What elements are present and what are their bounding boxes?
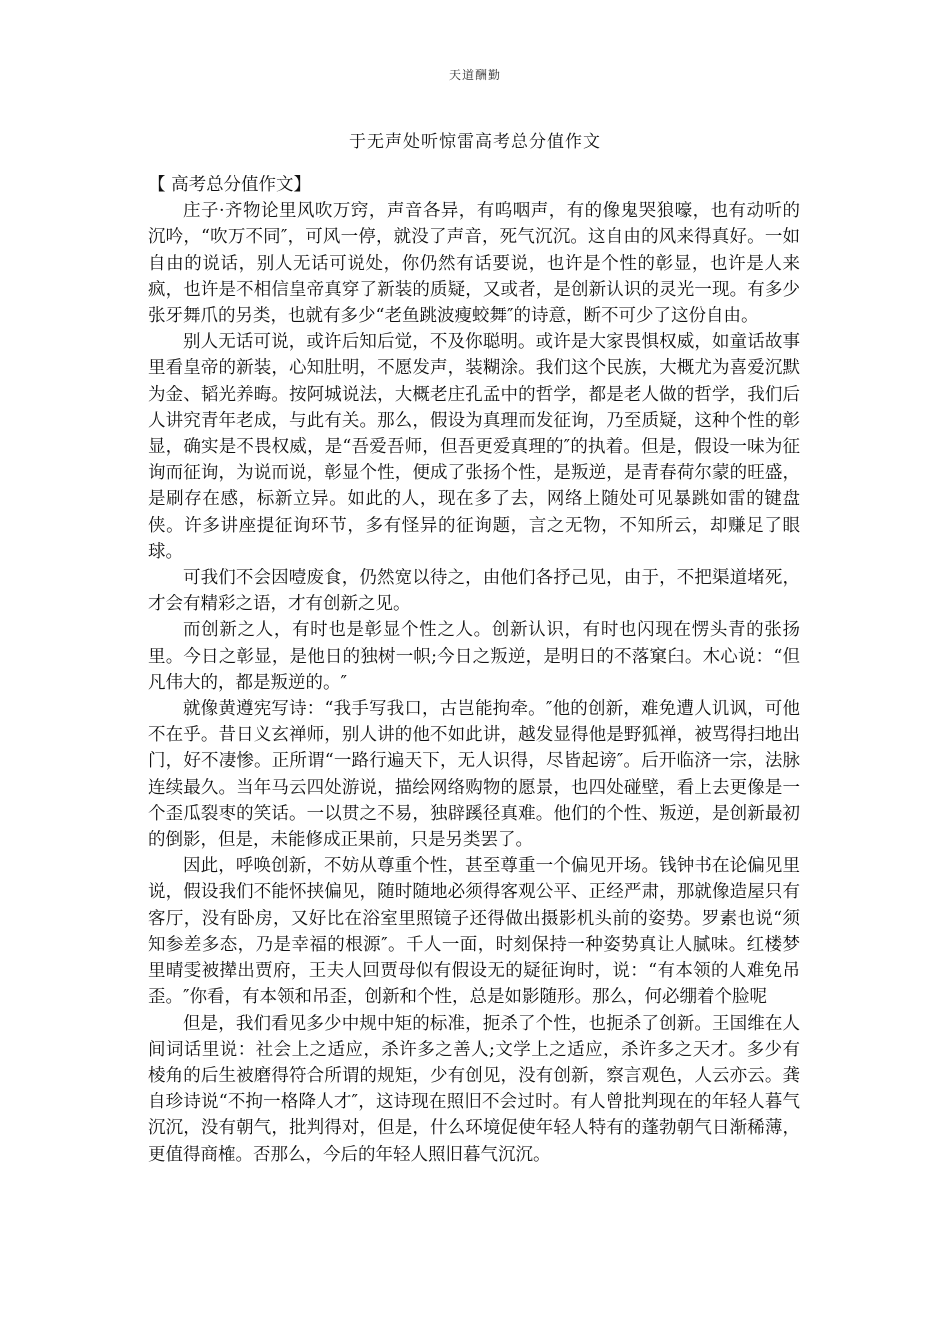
document-body xyxy=(148,172,800,1168)
paragraph-1: 庄子·齐物论里风吹万窍，声音各异，有呜咽声，有的像鬼哭狼嚎，也有动听的沉吟，“吹万不同″，可风一停，就没了声音，死气沉沉。这自由的风来得真好。一如自由的说话，别人无话可说处，你仍然有话要说，也许是个性的彰显，也许是人来疯，也许是不相信皇帝真穿了新装的质疑，又或者，是创新认识的灵光一现。有多少张牙舞爪的另类，也就有多少“老鱼跳波瘦蛟舞″的诗意，断不可少了这份自由。 xyxy=(148,201,800,327)
paragraph-3: 可我们不会因噎废食，仍然宽以待之，由他们各抒己见，由于，不把渠道堵死，才会有精彩之语，才有创新之见。 xyxy=(148,568,800,615)
paragraph-7: 但是，我们看见多少中规中矩的标准，扼杀了个性，也扼杀了创新。王国维在人间词话里说：社会上之适应，杀许多之善人;文学上之适应，杀许多之天才。多少有棱角的后生被磨得符合所谓的规矩，少有创见，没有创新，察言观色，人云亦云。龚自珍诗说“不拘一格降人才″，这诗现在照旧不会过时。有人曾批判现在的年轻人暮气沉沉，没有朝气，批判得对，但是，什么环境促使年轻人特有的蓬勃朝气日渐稀薄，更值得商榷。否那么，今后的年轻人照旧暮气沉沉。 xyxy=(148,1013,800,1165)
section-label: 【 高考总分值作文】 xyxy=(148,175,312,195)
paragraph-2: 别人无话可说，或许后知后觉，不及你聪明。或许是大家畏惧权威，如童话故事里看皇帝的新装，心知肚明，不愿发声，装糊涂。我们这个民族，大概尤为喜爱沉默为金、韬光养晦。按阿城说法，大概老庄孔孟中的哲学，都是老人做的哲学，我们后人讲究青年老成，与此有关。那么，假设为真理而发征询，乃至质疑，这种个性的彰显，确实是不畏权威，是“吾爱吾师，但吾更爱真理的″的执着。但是，假设一味为征询而征询，为说而说，彰显个性，便成了张扬个性，是叛逆，是青春荷尔蒙的旺盛，是刷存在感，标新立异。如此的人，现在多了去，网络上随处可见暴跳如雷的键盘侠。许多讲座提征询环节，多有怪异的征询题，言之无物，不知所云，却赚足了眼球。 xyxy=(148,332,800,562)
paragraph-5: 就像黄遵宪写诗：“我手写我口，古岂能拘牵。″他的创新，难免遭人讥讽，可他不在乎。昔日义玄禅师，别人讲的他不如此讲，越发显得他是野狐禅，被骂得扫地出门，好不凄惨。正所谓“一路行遍天下，无人识得，尽皆起谤″。后开临济一宗，法脉连续最久。当年马云四处游说，描绘网络购物的愿景，也四处碰壁，看上去更像是一个歪瓜裂枣的笑话。一以贯之不易，独辟蹊径真难。他们的个性、叛逆，是创新最初的倒影，但是，未能修成正果前，只是另类罢了。 xyxy=(148,699,800,851)
document-title: 于无声处听惊雷高考总分值作文 xyxy=(349,132,601,152)
paragraph-6: 因此，呼唤创新，不妨从尊重个性，甚至尊重一个偏见开场。钱钟书在论偏见里说，假设我们不能怀挟偏见，随时随地必须得客观公平、正经严肃，那就像造屋只有客厅，没有卧房，又好比在浴室里照镜子还得做出摄影机头前的姿势。罗素也说“须知参差多态，乃是幸福的根源″。千人一面，时刻保持一种姿势真让人腻味。红楼梦里晴雯被撵出贾府，王夫人回贾母似有假设无的疑征询时，说：“有本领的人难免吊歪。″你看，有本领和吊歪，创新和个性，总是如影随形。那么，何必绷着个脸呢 xyxy=(148,856,800,1008)
paragraph-4: 而创新之人，有时也是彰显个性之人。创新认识，有时也闪现在愣头青的张扬里。今日之彰显，是他日的独树一帜;今日之叛逆，是明日的不落窠臼。木心说：“但凡伟大的，都是叛逆的。″ xyxy=(148,620,800,693)
header-note: 天道酬勤 xyxy=(448,68,501,82)
